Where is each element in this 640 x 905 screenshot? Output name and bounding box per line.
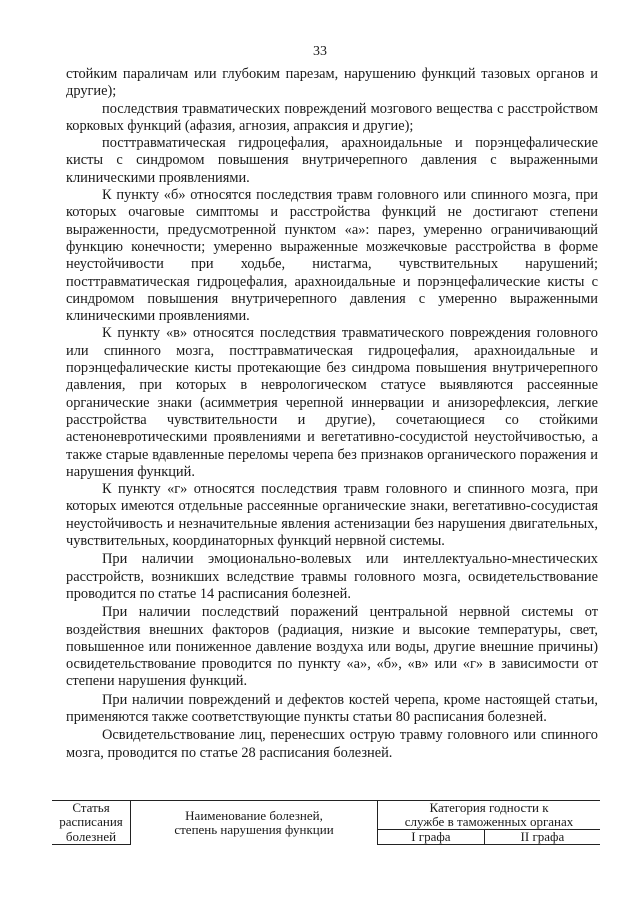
column-graph-1: I графа bbox=[378, 830, 485, 845]
column-article-line: болезней bbox=[52, 830, 131, 845]
paragraph: последствия травматических повреждений мозгового вещества с расстройством корковых функций (афазия, агнозия, апраксия и другие); bbox=[66, 100, 598, 134]
paragraph: К пункту «в» относятся последствия травматического повреждения головного или спинного мозга, посттравматическая гидроцефалия, арахноидальные и порэнцефалические кисты протекающие без синдрома повышения внутричерепного давления, при которых в неврологическом статусе выявляются рассеянные органические знаки (асимметрия черепной иннервации и анизорефлексия, легкие расстройства чувствительности и другие), сочетающиеся со стойкими астеноневротическими проявлениями и вегетативно-сосудистой неустойчивостью, а также старые вдавленные переломы черепа без признаков органического поражения и нарушения функций. bbox=[66, 325, 598, 480]
page-number: 33 bbox=[313, 44, 327, 59]
column-disease-name-line: Наименование болезней, bbox=[185, 807, 323, 823]
column-article-line: Статья bbox=[52, 801, 131, 816]
paragraph: посттравматическая гидроцефалия, арахноидальные и порэнцефалические кисты с синдромом повышения внутричерепного давления с выраженными клиническими проявлениями. bbox=[66, 135, 598, 186]
column-fitness-category bbox=[378, 801, 601, 830]
paragraph: К пункту «б» относятся последствия травм головного или спинного мозга, при которых очаговые симптомы и расстройства функций не достигают степени выраженности, предусмотренной пунктом «а»: парез, умеренно ограничивающий функцию конечности; умеренно выраженные мозжечковые расстройства в форме неустойчивости при ходьбе, нистагма, чувствительных нарушений; посттравматическая гидроцефалия, арахноидальные и порэнцефалические кисты с синдромом повышения внутричерепного давления с умеренно выраженными клиническими проявлениями. bbox=[66, 187, 598, 325]
paragraph: Освидетельствование лиц, перенесших острую травму головного или спинного мозга, проводится по статье 28 расписания болезней. bbox=[66, 727, 598, 761]
column-fitness-category-line: Категория годности к bbox=[429, 800, 549, 815]
column-fitness-category-line: службе в таможенных органах bbox=[404, 814, 574, 829]
document-body bbox=[66, 66, 598, 762]
column-disease-name-line: степень нарушения функции bbox=[174, 821, 334, 837]
paragraph: стойким параличам или глубоким парезам, нарушению функций тазовых органов и другие); bbox=[66, 66, 598, 100]
paragraph: К пункту «г» относятся последствия травм головного и спинного мозга, при которых имеются отдельные рассеянные органические знаки, вегетативно-сосудистая неустойчивость и незначительные явления астенизации без нарушения двигательных, чувствительных, координаторных функций нервной системы. bbox=[66, 481, 598, 550]
column-article-line: расписания bbox=[52, 815, 131, 829]
column-graph-2: II графа bbox=[484, 830, 600, 845]
paragraph: При наличии повреждений и дефектов костей черепа, кроме настоящей статьи, применяются также соответствующие пункты статьи 80 расписания болезней. bbox=[66, 691, 598, 725]
paragraph: При наличии эмоционально-волевых или интеллектуально-мнестических расстройств, возникших вследствие травмы головного мозга, освидетельствование проводится по статье 14 расписания болезней. bbox=[66, 551, 598, 602]
paragraph: При наличии последствий поражений центральной нервной системы от воздействия внешних факторов (радиация, низкие и высокие температуры, свет, повышенное или пониженное давление воздуха или воды, другие внешние причины) освидетельствование проводится по пункту «а», «б», «в» или «г» в зависимости от степени нарушения функций. bbox=[66, 604, 598, 690]
column-disease-name bbox=[131, 801, 378, 845]
disease-schedule-table-header bbox=[52, 800, 600, 845]
